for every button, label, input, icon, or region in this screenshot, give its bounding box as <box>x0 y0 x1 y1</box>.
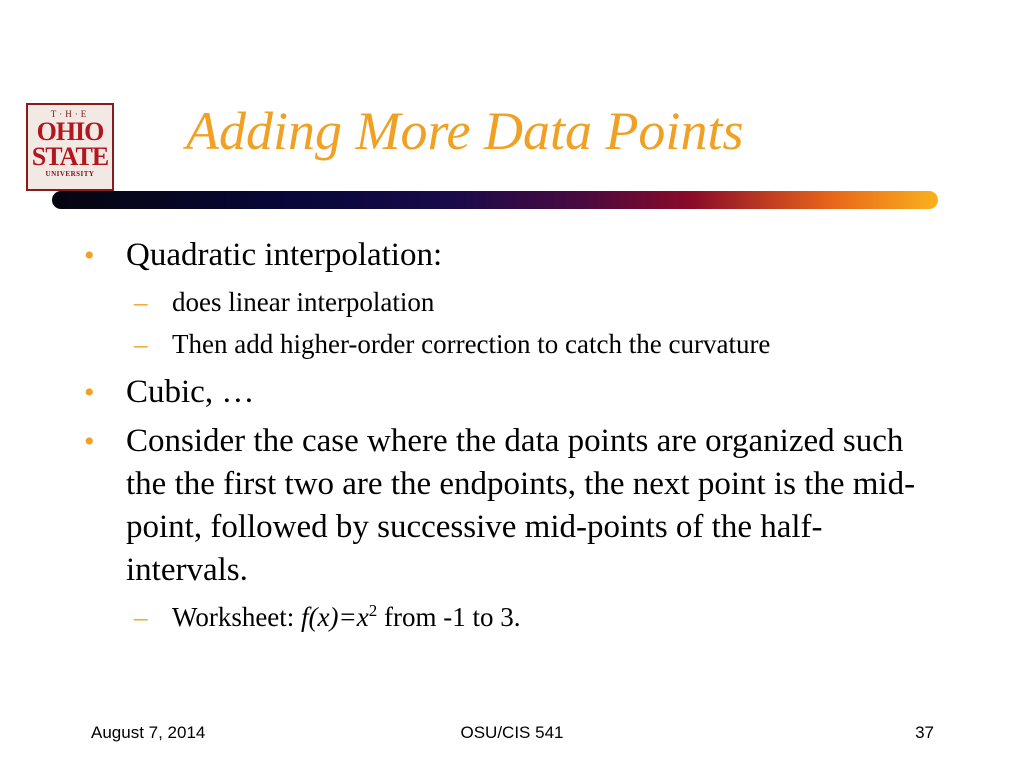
footer-course: OSU/CIS 541 <box>460 723 564 742</box>
footer-date: August 7, 2014 <box>91 723 206 742</box>
bullet-quadratic <box>84 234 964 277</box>
dash-icon: – <box>134 602 148 632</box>
worksheet-function: f(x)=x <box>301 602 369 632</box>
bullet-dot-icon: • <box>84 239 95 272</box>
sub-bullet-linear <box>84 281 964 323</box>
bullet-dot-icon: • <box>84 376 95 409</box>
sub-bullet-worksheet <box>84 596 964 638</box>
logo-ohio-text: OHIO <box>36 117 104 146</box>
footer-page-number: 37 <box>915 723 934 742</box>
worksheet-label: Worksheet: <box>172 602 302 632</box>
bullet-text: Cubic, … <box>126 374 255 410</box>
sub-bullet-correction <box>84 323 964 365</box>
logo-state-text: STATE <box>31 142 109 171</box>
title-divider-bar <box>52 191 938 209</box>
logo-the-text: T·H·E <box>50 109 90 119</box>
logo-university-text: UNIVERSITY <box>45 170 95 178</box>
bullet-consider <box>84 420 926 592</box>
sub-bullet-text: does linear interpolation <box>172 287 435 317</box>
bullet-dot-icon: • <box>84 425 95 458</box>
dash-icon: – <box>134 287 148 317</box>
bullet-cubic <box>84 371 964 414</box>
bullet-text: Consider the case where the data points are organized such the the first two are the endpoints, the next point is the mid-point, followed by successive mid-points of the half-intervals. <box>126 423 916 588</box>
slide-title: Adding More Data Points <box>186 101 744 161</box>
dash-icon: – <box>134 329 148 359</box>
worksheet-exponent: 2 <box>368 601 378 620</box>
slide-body <box>84 234 964 638</box>
bullet-text: Quadratic interpolation: <box>126 237 443 273</box>
sub-bullet-text: Then add higher-order correction to catch the curvature <box>172 329 771 359</box>
worksheet-range: from -1 to 3. <box>377 602 521 632</box>
ohio-state-logo <box>26 103 114 191</box>
